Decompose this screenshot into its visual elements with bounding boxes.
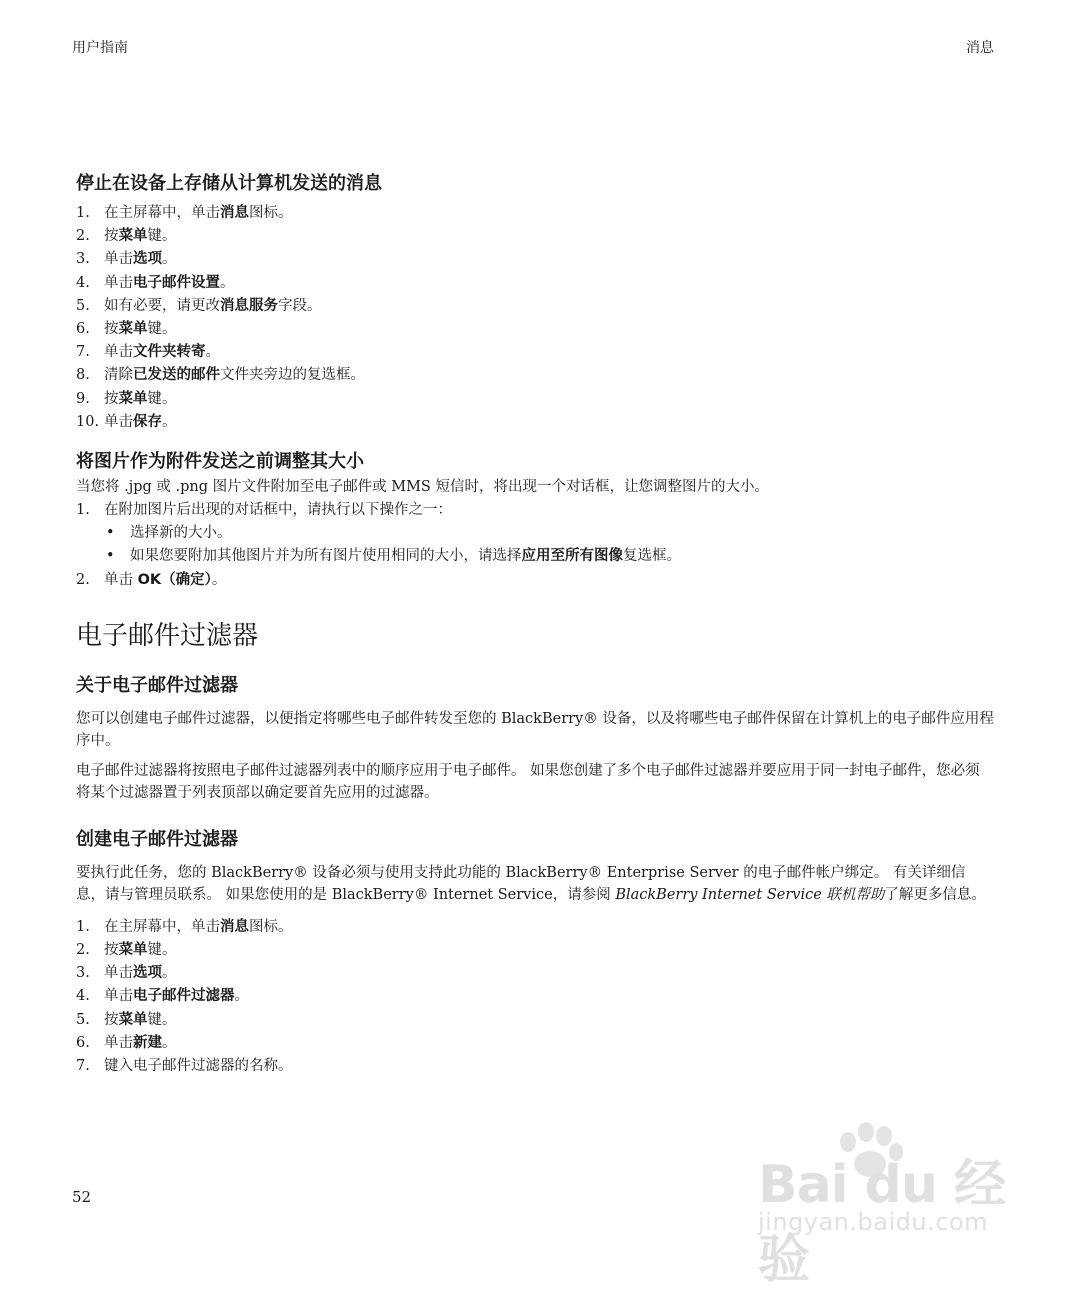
section-heading-resize-picture: 将图片作为附件发送之前调整其大小 <box>76 451 364 473</box>
online-help-reference: BlackBerry Internet Service 联机帮助 <box>615 886 885 903</box>
about-filters-paragraph-1: 您可以创建电子邮件过滤器，以便指定将哪些电子邮件转发至您的 BlackBerry® 设备，以及将哪些电子邮件保留在计算机上的电子邮件应用程序中。 <box>76 710 994 749</box>
step-item: 3. 单击选项。 <box>76 965 177 982</box>
step-item: 4. 单击电子邮件过滤器。 <box>76 988 249 1005</box>
resize-intro-paragraph: 当您将 .jpg 或 .png 图片文件附加至电子邮件或 MMS 短信时，将出现一个对话框，让您调整图片的大小。 <box>76 479 769 496</box>
page-content <box>76 170 994 1078</box>
step-item: 2. 按菜单键。 <box>76 228 177 245</box>
bullet-item: • 选择新的大小。 <box>106 525 232 542</box>
step-item: 1. 在主屏幕中，单击消息图标。 <box>76 205 293 221</box>
section-heading-create-filter: 创建电子邮件过滤器 <box>76 828 238 850</box>
steps-list-resize <box>76 499 994 522</box>
steps-list-create-filter <box>76 916 994 1078</box>
page-number: 52 <box>72 1188 92 1206</box>
watermark-url: jingyan.baidu.com <box>758 1208 988 1236</box>
step-item: 10. 单击保存。 <box>76 413 177 430</box>
steps-list-resize-continued <box>76 569 994 592</box>
running-header-section: 消息 <box>966 40 994 56</box>
step-item: 1. 在附加图片后出现的对话框中，请执行以下操作之一： <box>76 502 452 519</box>
step-item: 9. 按菜单键。 <box>76 390 177 407</box>
step-item: 5. 按菜单键。 <box>76 1011 177 1028</box>
bullet-list-resize-options <box>76 522 994 568</box>
watermark-brand: Bai du 经验 <box>758 1155 1005 1290</box>
step-item: 3. 单击选项。 <box>76 251 177 268</box>
steps-list-stop-storing <box>76 202 994 434</box>
step-item: 8. 清除已发送的邮件文件夹旁边的复选框。 <box>76 367 365 384</box>
step-item: 7. 单击文件夹转寄。 <box>76 344 220 361</box>
section-heading-about-filters: 关于电子邮件过滤器 <box>76 674 238 696</box>
create-filter-intro-paragraph: 要执行此任务，您的 BlackBerry® 设备必须与使用支持此功能的 BlackBerry® Enterprise Server 的电子邮件帐户绑定。 有关详细信息，请与管理员联系。 如果您使用的是 BlackBerry® Internet Service，请参阅 BlackBerry Internet Service 联机帮助了解更多信息。 <box>76 864 986 903</box>
chapter-heading-email-filters: 电子邮件过滤器 <box>76 620 259 651</box>
running-header-title: 用户指南 <box>72 40 128 56</box>
step-item: 2. 单击 OK（确定）。 <box>76 571 227 588</box>
about-filters-paragraph-2: 电子邮件过滤器将按照电子邮件过滤器列表中的顺序应用于电子邮件。 如果您创建了多个电子邮件过滤器并要应用于同一封电子邮件，您必须将某个过滤器置于列表顶部以确定要首先应用的过滤器。 <box>76 762 980 801</box>
section-heading-stop-storing: 停止在设备上存储从计算机发送的消息 <box>76 173 382 194</box>
bullet-item: • 如果您要附加其他图片并为所有图片使用相同的大小，请选择应用至所有图像复选框。 <box>106 548 681 565</box>
step-item: 6. 单击新建。 <box>76 1034 177 1051</box>
step-item: 5. 如有必要，请更改消息服务字段。 <box>76 297 322 314</box>
step-item: 2. 按菜单键。 <box>76 942 177 959</box>
step-item: 6. 按菜单键。 <box>76 321 177 338</box>
step-item: 7. 键入电子邮件过滤器的名称。 <box>76 1058 293 1075</box>
baidu-jingyan-watermark <box>758 1120 1008 1290</box>
step-item: 1. 在主屏幕中，单击消息图标。 <box>76 918 293 935</box>
step-item: 4. 单击电子邮件设置。 <box>76 274 235 291</box>
